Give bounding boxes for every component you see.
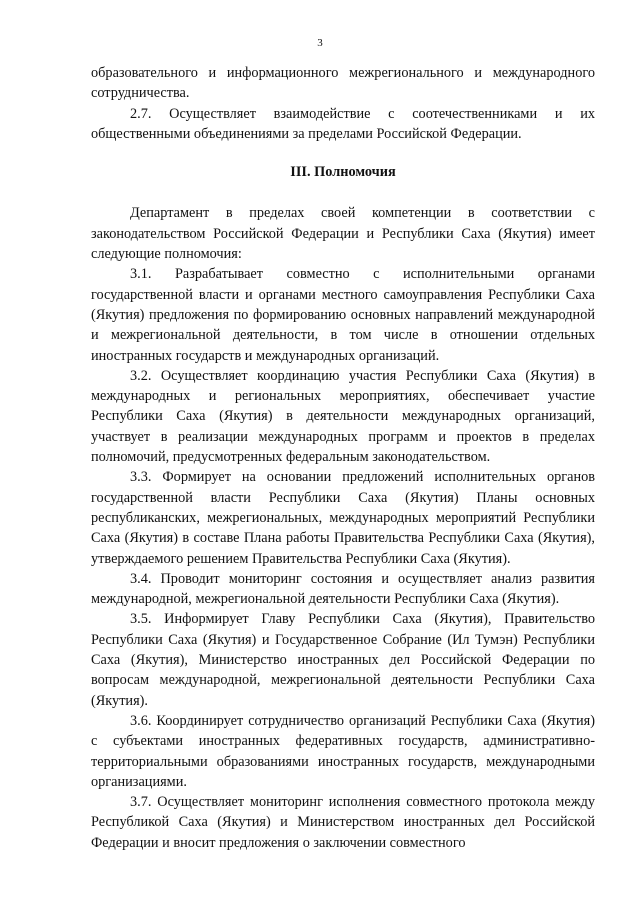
paragraph-intro: Департамент в пределах своей компетенции в соответствии с законодательством Российской Федерации и Республики Саха (Якутия) имеет следующие полномочия: <box>91 205 595 263</box>
section-heading: III. Полномочия <box>290 164 396 181</box>
paragraph-continuation: образовательного и информационного межрегионального и международного сотрудничества. <box>91 65 595 102</box>
paragraph-3-4: 3.4. Проводит мониторинг состояния и осуществляет анализ развития международной, межрегиональной деятельности Республики Саха (Якутия). <box>91 570 595 608</box>
paragraph-3-3: 3.3. Формирует на основании предложений исполнительных органов государственной власти Республики Саха (Якутия) Планы основных республиканских, межрегиональных, международных мероприятий Республики Саха (Якутия) в составе Плана работы Правительства Республики Саха (Якутия), утверждаемого решением Правительства Республики Саха (Якутия). <box>91 469 595 567</box>
paragraph-3-6: 3.6. Координирует сотрудничество организаций Республики Саха (Якутия) с субъектами иностранных федеративных государств, административно-территориальными образованиями иностранных государств, международными организациями. <box>91 712 595 790</box>
paragraph-3-7: 3.7. Осуществляет мониторинг исполнения совместного протокола между Республикой Саха (Якутия) и Министерством иностранных дел Российской Федерации и вносит предложения о заключении совместного <box>91 794 595 851</box>
paragraph-2-7: 2.7. Осуществляет взаимодействие с соотечественниками и их общественными объединениями за пределами Российской Федерации. <box>91 105 595 142</box>
paragraph-3-1: 3.1. Разрабатывает совместно с исполнительными органами государственной власти и органами местного самоуправления Республики Саха (Якутия) предложения по формированию основных направлений международной и межрегиональной деятельности, в том числе в отношении отдельных иностранных государств и международных организаций. <box>91 266 595 364</box>
paragraph-3-5: 3.5. Информирует Главу Республики Саха (Якутия), Правительство Республики Саха (Якутия) и Государственное Собрание (Ил Тумэн) Республики Саха (Якутия), Министерство иностранных дел Российской Федерации по вопросам международной, межрегиональной деятельности Республики Саха (Якутия). <box>91 611 595 709</box>
paragraph-3-2: 3.2. Осуществляет координацию участия Республики Саха (Якутия) в международных и региональных мероприятиях, обеспечивает участие Республики Саха (Якутия) в деятельности международных организаций, участвует в реализации международных программ и проектов в пределах полномочий, предусмотренных федеральным законодательством. <box>91 367 595 466</box>
page-number: 3 <box>317 37 323 49</box>
document-body <box>91 63 595 853</box>
